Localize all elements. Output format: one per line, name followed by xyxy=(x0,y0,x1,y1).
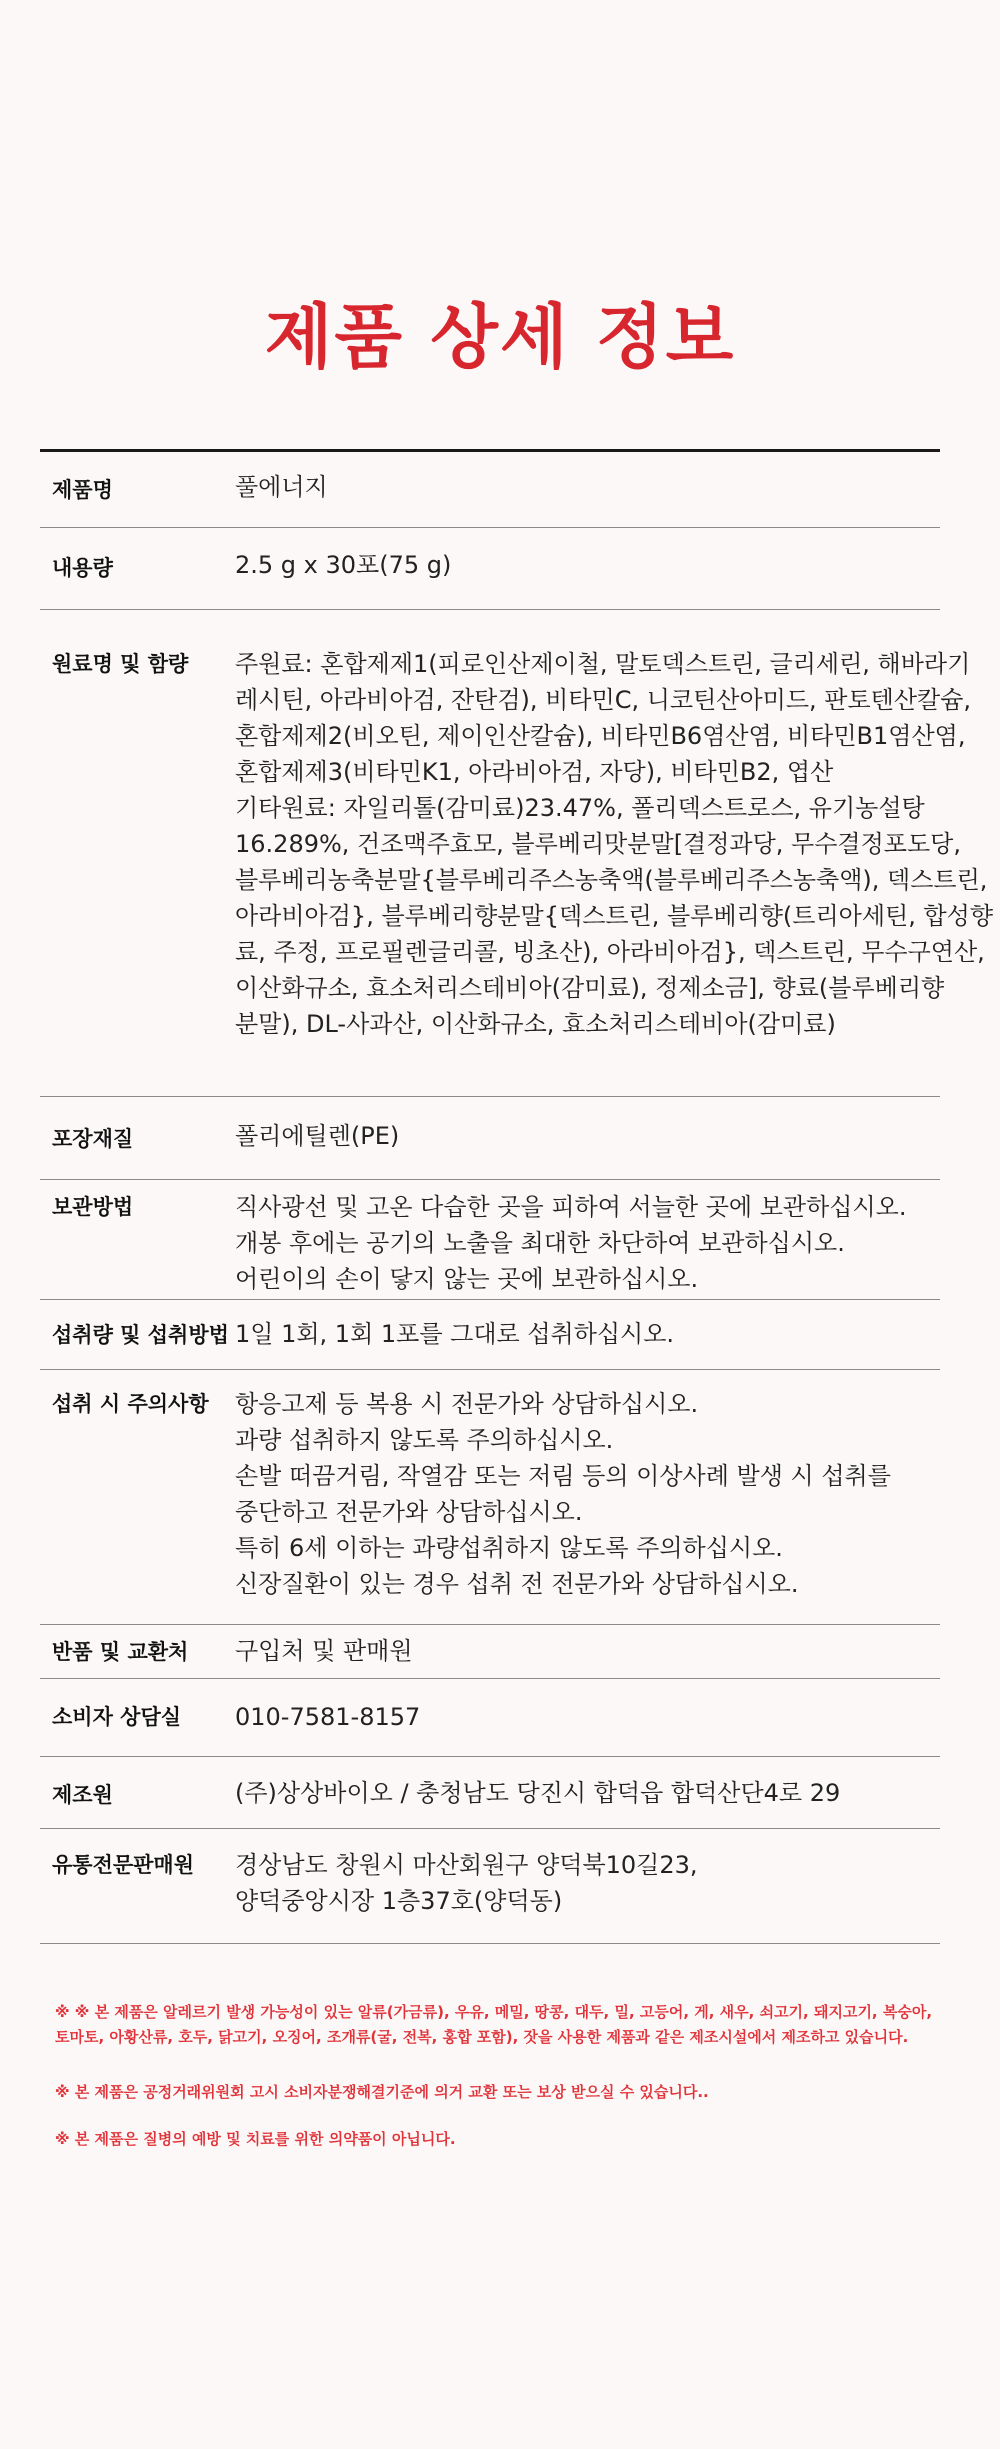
notice-line: ※ ※ 본 제품은 알레르기 발생 가능성이 있는 알류(가금류), 우유, 메밀, 땅콩, 대두, 밀, 고등어, 게, 새우, 쇠고기, 돼지고기, 복숭아, xyxy=(55,2003,933,2021)
product-info-table xyxy=(40,449,994,1944)
table-row-product-name xyxy=(40,452,940,528)
row-label: 유통전문판매원 xyxy=(52,1853,195,1877)
exchange-notice xyxy=(55,2080,709,2105)
row-value-line: 중단하고 전문가와 상담하십시오. xyxy=(235,1498,583,1526)
row-value-line: 특히 6세 이하는 과량섭취하지 않도록 주의하십시오. xyxy=(235,1534,783,1562)
row-value-line: 경상남도 창원시 마산회원구 양덕북10길23, xyxy=(235,1851,698,1879)
row-value-line: 분말), DL-사과산, 이산화규소, 효소처리스테비아(감미료) xyxy=(235,1010,836,1038)
row-value-line: 주원료: 혼합제제1(피로인산제이철, 말토덱스트린, 글리세린, 해바라기 xyxy=(235,650,971,678)
table-row-distributor xyxy=(40,1829,940,1944)
row-value-line: 16.289%, 건조맥주효모, 블루베리맛분말[결정과당, 무수결정포도당, xyxy=(235,830,961,858)
row-value-line: 2.5 g x 30포(75 g) xyxy=(235,551,452,579)
row-value-line: 1일 1회, 1회 1포를 그대로 섭취하십시오. xyxy=(235,1320,675,1348)
row-label: 보관방법 xyxy=(52,1195,134,1219)
table-row-returns xyxy=(40,1625,940,1679)
row-value-line: (주)상상바이오 / 충청남도 당진시 합덕읍 합덕산단4로 29 xyxy=(235,1779,841,1807)
allergy-notice xyxy=(55,2000,932,2050)
row-value xyxy=(235,1699,935,1735)
table-row-packaging xyxy=(40,1097,940,1180)
row-label: 제조원 xyxy=(52,1783,113,1807)
row-value-line: 010-7581-8157 xyxy=(235,1703,421,1731)
row-value xyxy=(235,1386,935,1602)
notice-line: ※ 본 제품은 질병의 예방 및 치료를 위한 의약품이 아닙니다. xyxy=(55,2130,456,2148)
table-row-consumer-center xyxy=(40,1679,940,1757)
row-value xyxy=(235,1316,935,1352)
row-label: 반품 및 교환처 xyxy=(52,1640,189,1664)
table-row-intake-method xyxy=(40,1300,940,1370)
row-value-line: 폴리에틸렌(PE) xyxy=(235,1122,400,1150)
row-value-line: 이산화규소, 효소처리스테비아(감미료), 정제소금], 향료(블루베리향 xyxy=(235,974,945,1002)
row-value xyxy=(235,1775,935,1811)
row-value-line: 구입처 및 판매원 xyxy=(235,1637,413,1665)
row-value-line: 블루베리농축분말{블루베리주스농축액(블루베리주스농축액), 덱스트린, xyxy=(235,866,988,894)
table-row-manufacturer xyxy=(40,1757,940,1829)
row-value-line: 아라비아검}, 블루베리향분말{덱스트린, 블루베리향(트리아세틴, 합성향 xyxy=(235,902,994,930)
row-value-line: 혼합제제3(비타민K1, 아라비아검, 자당), 비타민B2, 엽산 xyxy=(235,758,834,786)
row-value-line: 기타원료: 자일리톨(감미료)23.47%, 폴리덱스트로스, 유기농설탕 xyxy=(235,794,925,822)
row-label: 원료명 및 함량 xyxy=(52,652,189,676)
row-label: 소비자 상담실 xyxy=(52,1705,182,1729)
row-value xyxy=(235,1847,935,1919)
row-label: 포장재질 xyxy=(52,1127,134,1151)
row-value-line: 항응고제 등 복용 시 전문가와 상담하십시오. xyxy=(235,1390,699,1418)
row-value xyxy=(235,1633,935,1669)
row-value xyxy=(235,1189,935,1297)
row-value-line: 신장질환이 있는 경우 섭취 전 전문가와 상담하십시오. xyxy=(235,1570,799,1598)
row-value-line: 료, 주정, 프로필렌글리콜, 빙초산), 아라비아검}, 덱스트린, 무수구연산, xyxy=(235,938,985,966)
notice-line: 토마토, 아황산류, 호두, 닭고기, 오징어, 조개류(굴, 전복, 홍합 포함), 잣을 사용한 제품과 같은 제조시설에서 제조하고 있습니다. xyxy=(55,2028,909,2046)
row-value-line: 개봉 후에는 공기의 노출을 최대한 차단하여 보관하십시오. xyxy=(235,1229,845,1257)
row-value-line: 손발 떠끔거림, 작열감 또는 저림 등의 이상사례 발생 시 섭취를 xyxy=(235,1462,891,1490)
row-value-line: 직사광선 및 고온 다습한 곳을 피하여 서늘한 곳에 보관하십시오. xyxy=(235,1193,907,1221)
row-value xyxy=(235,469,935,505)
row-value-line: 양덕중앙시장 1층37호(양덕동) xyxy=(235,1887,563,1915)
row-value xyxy=(235,1118,935,1154)
table-row-ingredients xyxy=(40,610,994,1097)
medicine-disclaimer-notice xyxy=(55,2127,456,2152)
row-value xyxy=(235,646,994,1042)
row-value-line: 풀에너지 xyxy=(235,473,328,501)
notice-line: ※ 본 제품은 공정거래위원회 고시 소비자분쟁해결기준에 의거 교환 또는 보상 받으실 수 있습니다.. xyxy=(55,2083,709,2101)
row-label: 제품명 xyxy=(52,478,113,502)
table-row-cautions xyxy=(40,1370,940,1625)
row-value xyxy=(235,547,935,583)
page-title: 제품 상세 정보 xyxy=(264,296,736,378)
table-row-storage xyxy=(40,1180,940,1300)
row-value-line: 혼합제제2(비오틴, 제이인산칼슘), 비타민B6염산염, 비타민B1염산염, xyxy=(235,722,966,750)
row-value-line: 어린이의 손이 닿지 않는 곳에 보관하십시오. xyxy=(235,1265,699,1293)
row-value-line: 레시틴, 아라비아검, 잔탄검), 비타민C, 니코틴산아미드, 판토텐산칼슘, xyxy=(235,686,972,714)
row-label: 섭취량 및 섭취방법 xyxy=(52,1323,229,1347)
row-label: 섭취 시 주의사항 xyxy=(52,1392,209,1416)
row-label: 내용량 xyxy=(52,556,113,580)
row-value-line: 과량 섭취하지 않도록 주의하십시오. xyxy=(235,1426,614,1454)
table-row-capacity xyxy=(40,528,940,610)
